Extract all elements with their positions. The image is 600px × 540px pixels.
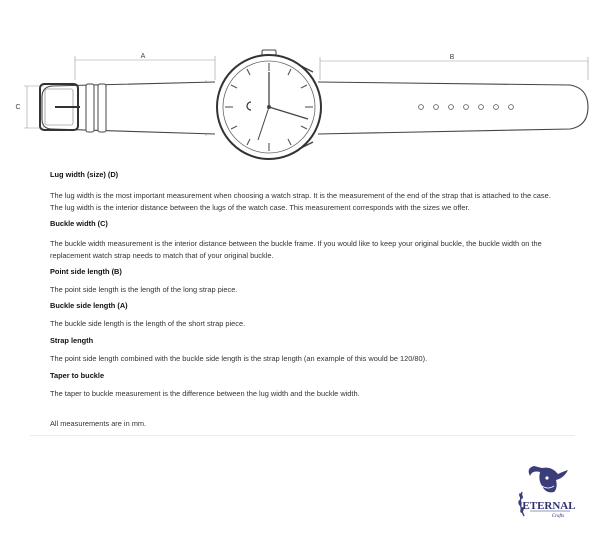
section-heading: Buckle side length (A) [50,301,128,310]
section-lug-width [50,170,560,215]
footnote-text: All measurements are in mm. [50,419,147,428]
section-heading: Lug width (size) (D) [50,170,119,179]
divider [30,435,575,436]
dim-label-c: C [15,104,21,111]
section-text: The taper to buckle measurement is the difference between the lug width and the buckle width. [50,389,360,398]
section-text: The buckle width measurement is the interior distance between the buckle frame. If you would like to keep your original buckle, the buckle width on the replacement watch strap needs to match that of your original buckle. [50,239,542,261]
section-point-side-length [50,267,560,296]
dim-label-b: B [449,54,455,61]
watch-strap-diagram [0,0,600,170]
brand-logo [512,458,582,528]
section-strap-length [50,336,560,365]
brand-subtitle: Crafts [551,514,565,519]
bull-logo-icon [512,458,582,528]
section-text: The point side length combined with the buckle side length is the strap length (an example of this would be 120/80). [50,354,428,363]
brand-name: ETERNAL [522,500,576,512]
section-text: The lug width is the most important measurement when choosing a watch strap. It is the measurement of the end of the strap that is attached to the case. The lug width is the interior distance between the lugs of the watch case. This measurement corresponds with the sizes we offer. [50,191,551,213]
section-heading: Taper to buckle [50,371,105,380]
section-heading: Point side length (B) [50,267,122,276]
section-text: The point side length is the length of the long strap piece. [50,285,238,294]
measurement-footnote [50,418,560,430]
section-text: The buckle side length is the length of the short strap piece. [50,319,246,328]
dim-label-a: A [140,53,146,60]
section-heading: Buckle width (C) [50,219,108,228]
section-buckle-width [50,219,560,263]
section-heading: Strap length [50,336,94,345]
section-taper-to-buckle [50,371,560,400]
section-buckle-side-length [50,301,560,330]
watch-illustration [0,0,600,170]
